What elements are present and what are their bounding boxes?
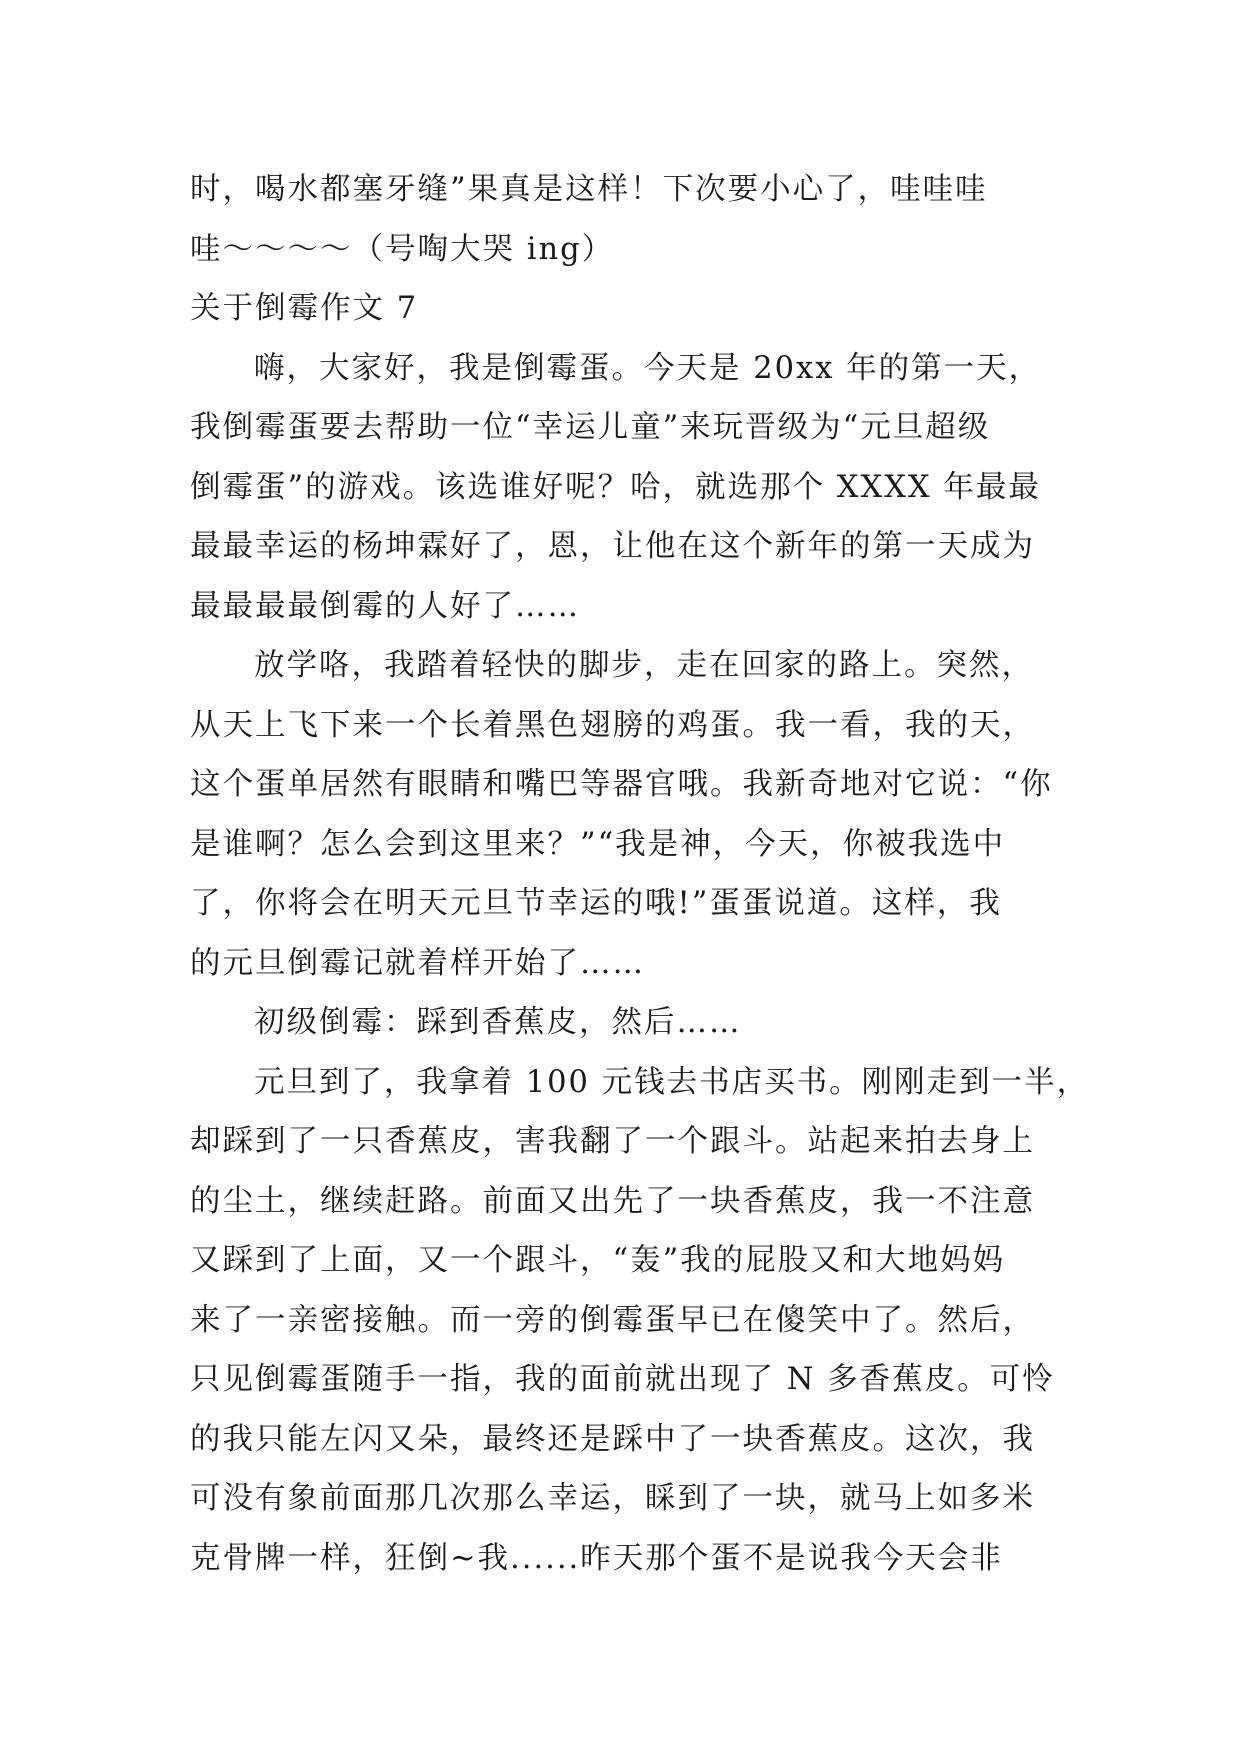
paragraph-first-line: 放学咯，我踏着轻快的脚步，走在回家的路上。突然， bbox=[254, 648, 1034, 683]
text-line: 了，你将会在明天元旦节幸运的哦!”蛋蛋说道。这样，我 bbox=[190, 886, 1002, 921]
subheading-line: 初级倒霉：踩到香蕉皮，然后…… bbox=[254, 1005, 742, 1040]
text-line: 可没有象前面那几次那么幸运，睬到了一块，就马上如多米 bbox=[190, 1481, 1035, 1516]
text-line: 却踩到了一只香蕉皮，害我翻了一个跟斗。站起来拍去身上 bbox=[190, 1124, 1035, 1159]
text-line: 这个蛋单居然有眼睛和嘴巴等器官哦。我新奇地对它说：“你 bbox=[190, 767, 1053, 802]
text-line: 是谁啊？怎么会到这里来？”“我是神，今天，你被我选中 bbox=[190, 826, 1006, 862]
text-line: 又踩到了上面，又一个跟斗，“轰”我的屁股又和大地妈妈 bbox=[190, 1243, 1006, 1278]
text-line: 从天上飞下来一个长着黑色翅膀的鸡蛋。我一看，我的天， bbox=[190, 707, 1035, 743]
paragraph-first-line: 嗨，大家好，我是倒霉蛋。今天是 20xx 年的第一天， bbox=[254, 350, 1042, 386]
text-line: 只见倒霉蛋随手一指，我的面前就出现了 N 多香蕉皮。可怜 bbox=[190, 1362, 1055, 1397]
text-line: 克骨牌一样，狂倒~我......昨天那个蛋不是说我今天会非 bbox=[190, 1540, 1003, 1576]
text-line: 哇～～～～（号啕大哭 ing） bbox=[190, 231, 615, 267]
text-line: 的我只能左闪又朵，最终还是踩中了一块香蕉皮。这次，我 bbox=[190, 1421, 1035, 1457]
text-line: 来了一亲密接触。而一旁的倒霉蛋早已在傻笑中了。然后， bbox=[190, 1302, 1035, 1338]
text-line: 时，喝水都塞牙缝”果真是这样！下次要小心了，哇哇哇 bbox=[190, 172, 988, 207]
paragraph-first-line: 元旦到了，我拿着 100 元钱去书店买书。刚刚走到一半， bbox=[254, 1064, 1090, 1100]
text-line: 最最幸运的杨坤霖好了，恩，让他在这个新年的第一天成为 bbox=[190, 529, 1035, 564]
section-heading: 关于倒霉作文 7 bbox=[190, 291, 419, 326]
text-line: 最最最最倒霉的人好了…… bbox=[190, 588, 580, 624]
text-line: 的元旦倒霉记就着样开始了…… bbox=[190, 945, 645, 981]
text-line: 倒霉蛋”的游戏。该选谁好呢？哈，就选那个 XXXX 年最最 bbox=[190, 469, 1041, 505]
text-line: 我倒霉蛋要去帮助一位“幸运儿童”来玩晋级为“元旦超级 bbox=[190, 410, 991, 445]
text-line: 的尘土，继续赶路。前面又出先了一块香蕉皮，我一不注意 bbox=[190, 1183, 1035, 1219]
document-body bbox=[190, 160, 1090, 1588]
